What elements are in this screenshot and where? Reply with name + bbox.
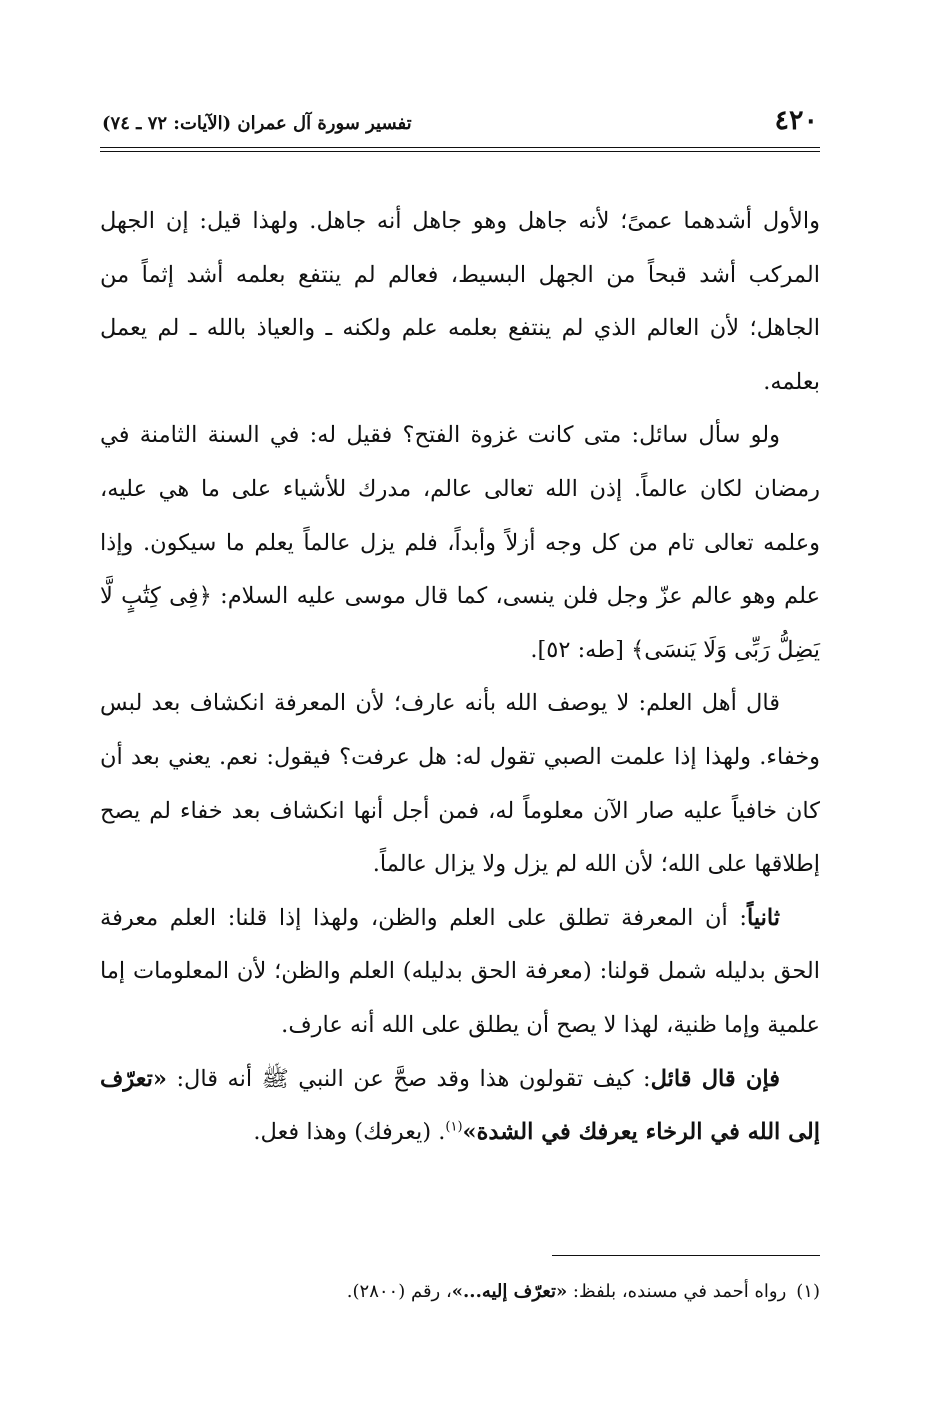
footnote-separator [552, 1255, 820, 1256]
footnote-reference[interactable]: (١) [445, 1119, 463, 1135]
hadith-quote: «تعرّف إلى الله في الرخاء يعرفك في الشدة» [100, 1065, 820, 1146]
footnote-text: ، رقم (٢٨٠٠). [346, 1281, 452, 1302]
paragraph-text: : أن المعرفة تطلق على العلم والظن، ولهذا إذا قلنا: العلم معرفة الحق بدليله شمل قولنا: (معرفة الحق بدليله) العلم والظن؛ لأن المعلومات إما علمية وإما ظنية، لهذا لا يصح أن يطلق على الله أنه عارف. [100, 904, 820, 1038]
footnote-number: (١) [796, 1281, 820, 1302]
paragraph-2 [100, 409, 820, 677]
book-page [100, 95, 820, 1302]
body-text [100, 195, 820, 1160]
paragraph-3 [100, 677, 820, 891]
running-header-title: تفسير سورة آل عمران (الآيات: ٧٢ ـ ٧٤) [102, 113, 412, 134]
paragraph-text: والأول أشدهما عمىً؛ لأنه جاهل وهو جاهل أنه جاهل. ولهذا قيل: إن الجهل المركب أشد قبحاً من الجهل البسيط، فعالم لم ينتفع بعلمه أشد إثماً من الجاهل؛ لأن العالم الذي لم ينتفع بعلمه علم ولكنه ـ والعياذ بالله ـ لم يعمل بعلمه. [100, 208, 820, 395]
header-rule [100, 147, 820, 148]
header-rule-thin [100, 151, 820, 152]
footnote [100, 1278, 820, 1306]
paragraph-4 [100, 892, 820, 1053]
quran-verse: ﴿فِى كِتَٰبٍ لَّا يَضِلُّ رَبِّى وَلَا يَنسَى﴾ [100, 583, 820, 663]
paragraph-text: . (يعرفك) وهذا فعل. [253, 1119, 446, 1146]
page-number: ٤٢٠ [774, 105, 818, 136]
paragraph-text: ولو سأل سائل: متى كانت غزوة الفتح؟ فقيل له: في السنة الثامنة في رمضان لكان عالماً. إذن الله تعالى عالم، مدرك للأشياء على ما هي عليه، وعلمه تعالى تام من كل وجه أزلاً وأبداً، فلم يزل عالماً يعلم ما سيكون. وإذا علم وهو عالم عزّ وجل فلن ينسى، كما قال موسى عليه السلام: [100, 422, 820, 610]
paragraph-text: : كيف تقولون هذا وقد صحَّ عن النبي ﷺ أنه قال: [166, 1065, 651, 1092]
paragraph-1 [100, 195, 820, 409]
paragraph-lead: ثانياً [746, 904, 780, 931]
running-header [100, 95, 820, 139]
verse-reference: [طه: ٥٢]. [530, 636, 632, 663]
paragraph-text: قال أهل العلم: لا يوصف الله بأنه عارف؛ لأن المعرفة انكشاف بعد لبس وخفاء. ولهذا إذا علمت الصبي تقول له: هل عرفت؟ فيقول: نعم. يعني بعد أن كان خافياً عليه صار الآن معلوماً له، فمن أجل أنها انكشاف بعد خفاء لم يصح إطلاقها على الله؛ لأن الله لم يزل ولا يزال عالماً. [100, 690, 820, 878]
footnote-text: رواه أحمد في مسنده، بلفظ: [567, 1281, 787, 1302]
paragraph-5 [100, 1053, 820, 1160]
footnote-quote: «تعرّف إليه...» [451, 1281, 568, 1302]
paragraph-lead: فإن قال قائل [650, 1065, 780, 1092]
